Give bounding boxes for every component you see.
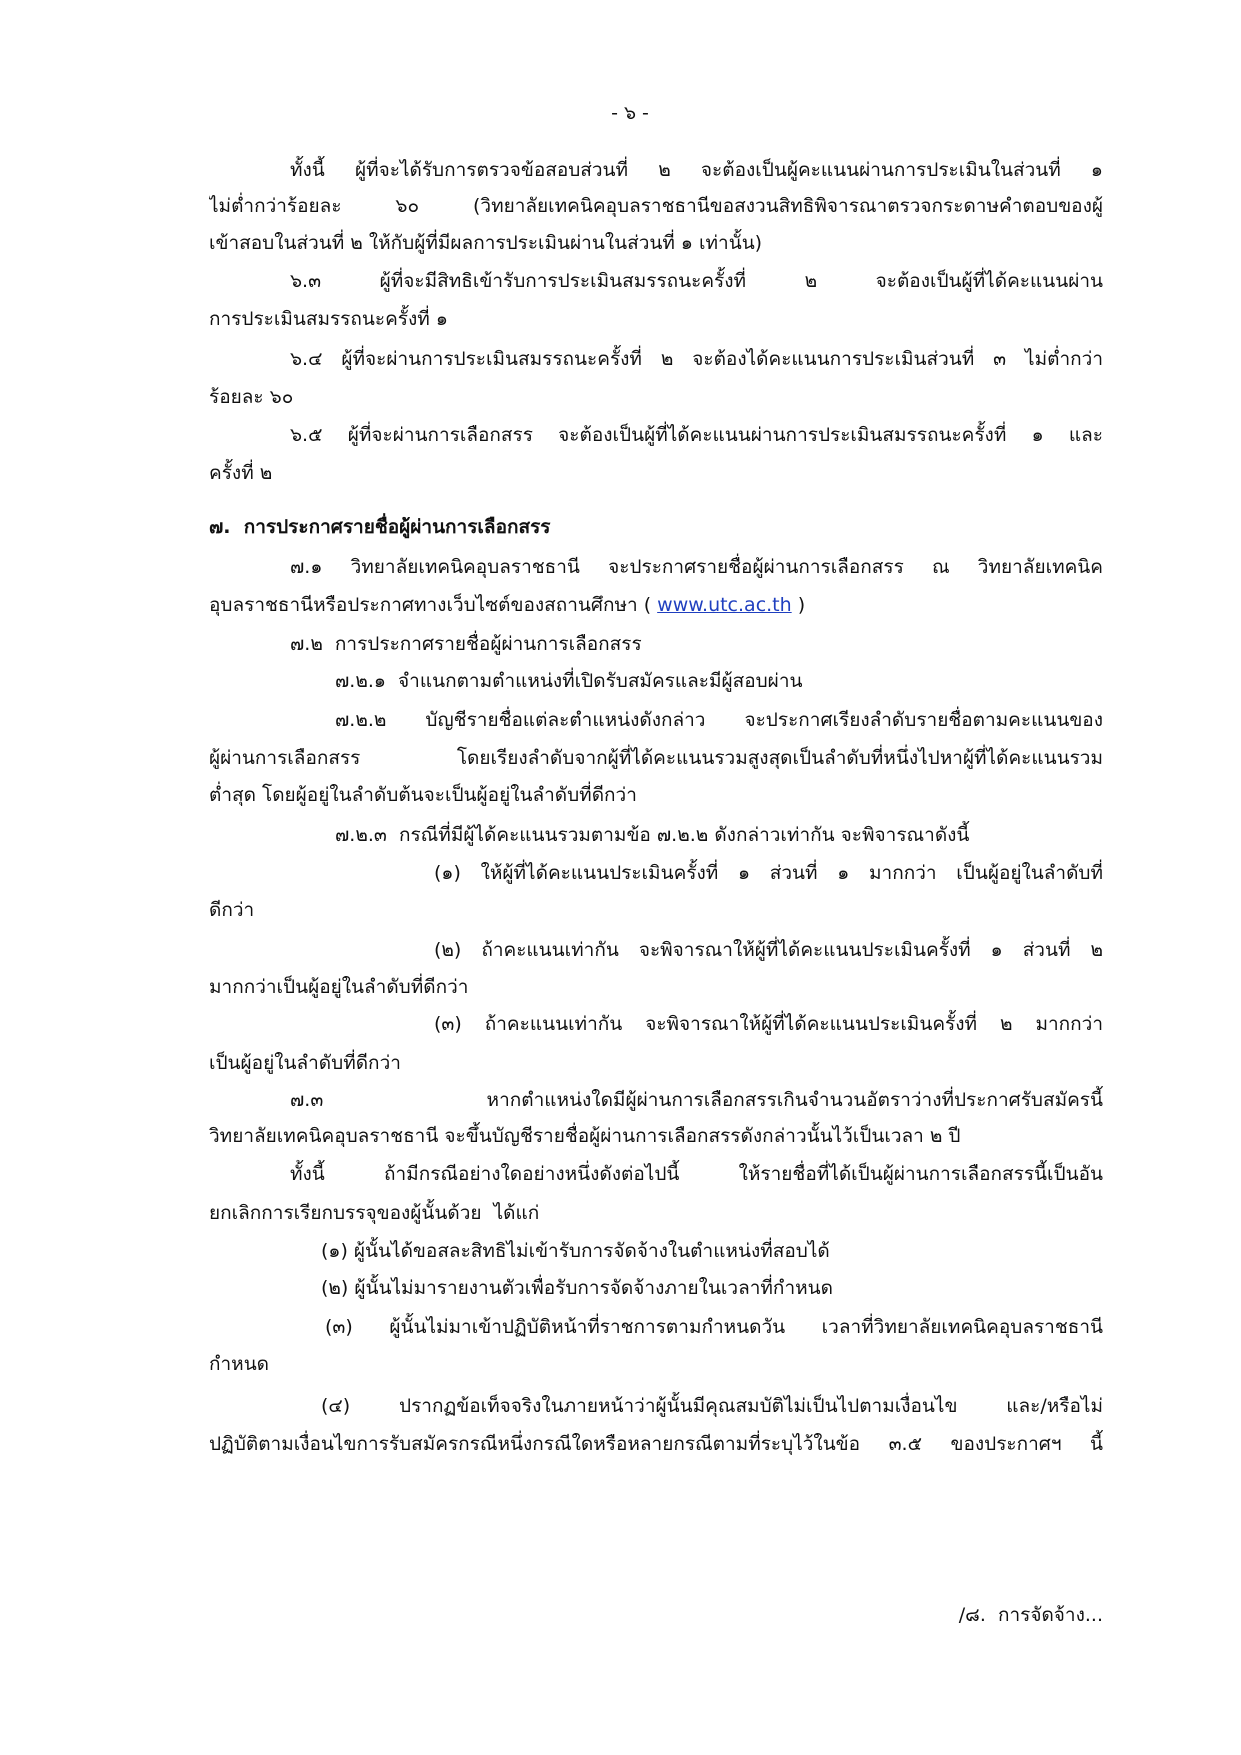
text-line: เข้าสอบในส่วนที่ ๒ ให้กับผู้ที่มีผลการประเมินผ่านในส่วนที่ ๑ เท่านั้น) <box>209 232 763 254</box>
list-item: (๓) ผู้นั้นไม่มาเข้าปฏิบัติหน้าที่ราชการตามกำหนดวัน เวลาที่วิทยาลัยเทคนิคอุบลราชธานี <box>325 1316 1103 1338</box>
text-line: ๗.๒.๒ บัญชีรายชื่อแต่ละตำแหน่งดังกล่าว จะประกาศเรียงลำดับรายชื่อตามคะแนนของ <box>335 709 1103 731</box>
section-heading: ๗. การประกาศรายชื่อผู้ผ่านการเลือกสรร <box>209 516 551 538</box>
text-line: ๖.๓ ผู้ที่จะมีสิทธิเข้ารับการประเมินสมรรถนะครั้งที่ ๒ จะต้องเป็นผู้ที่ได้คะแนนผ่าน <box>290 270 1103 292</box>
text-line: มากกว่าเป็นผู้อยู่ในลำดับที่ดีกว่า <box>209 976 469 998</box>
text-line: เป็นผู้อยู่ในลำดับที่ดีกว่า <box>209 1052 401 1074</box>
text-line: ครั้งที่ ๒ <box>209 462 273 484</box>
list-item: (๔) ปรากฏข้อเท็จจริงในภายหน้าว่าผู้นั้นมีคุณสมบัติไม่เป็นไปตามเงื่อนไข และ/หรือไม่ <box>321 1395 1103 1417</box>
text-line: ทั้งนี้ ผู้ที่จะได้รับการตรวจข้อสอบส่วนที่ ๒ จะต้องเป็นผู้คะแนนผ่านการประเมินในส่วนที่ ๑ <box>290 159 1103 181</box>
website-link[interactable]: www.utc.ac.th <box>657 594 792 616</box>
text-line: ๗.๑ วิทยาลัยเทคนิคอุบลราชธานี จะประกาศรายชื่อผู้ผ่านการเลือกสรร ณ วิทยาลัยเทคนิค <box>290 556 1103 578</box>
text-line: ร้อยละ ๖๐ <box>209 386 294 408</box>
text-line: ๗.๓ หากตำแหน่งใดมีผู้ผ่านการเลือกสรรเกินจำนวนอัตราว่างที่ประกาศรับสมัครนี้ <box>290 1089 1103 1111</box>
link-line-prefix: อุบลราชธานีหรือประกาศทางเว็บไซต์ของสถานศึกษา ( <box>209 594 658 616</box>
text-line: ๗.๒ การประกาศรายชื่อผู้ผ่านการเลือกสรร <box>290 633 642 655</box>
text-line: ทั้งนี้ ถ้ามีกรณีอย่างใดอย่างหนึ่งดังต่อไปนี้ ให้รายชื่อที่ได้เป็นผู้ผ่านการเลือกสรรนี้เป็นอัน <box>290 1163 1103 1185</box>
text-line-with-link <box>209 590 1103 620</box>
link-line-suffix: ) <box>791 594 806 616</box>
text-line: ยกเลิกการเรียกบรรจุของผู้นั้นด้วย ได้แก่ <box>209 1202 540 1224</box>
text-line: (๒) ถ้าคะแนนเท่ากัน จะพิจารณาให้ผู้ที่ได้คะแนนประเมินครั้งที่ ๑ ส่วนที่ ๒ <box>434 939 1103 961</box>
text-line: ๗.๒.๑ จำแนกตามตำแหน่งที่เปิดรับสมัครและมีผู้สอบผ่าน <box>335 670 803 692</box>
text-line: ต่ำสุด โดยผู้อยู่ในลำดับต้นจะเป็นผู้อยู่ในลำดับที่ดีกว่า <box>209 784 637 806</box>
text-line: ดีกว่า <box>209 899 255 921</box>
page-number: - ๖ - <box>611 102 649 124</box>
text-line: การประเมินสมรรถนะครั้งที่ ๑ <box>209 308 448 330</box>
list-item: (๒) ผู้นั้นไม่มารายงานตัวเพื่อรับการจัดจ้างภายในเวลาที่กำหนด <box>321 1277 833 1299</box>
text-line: ไม่ต่ำกว่าร้อยละ ๖๐ (วิทยาลัยเทคนิคอุบลราชธานีขอสงวนสิทธิพิจารณาตรวจกระดาษคำตอบของผู้ <box>209 195 1103 217</box>
text-line: ปฏิบัติตามเงื่อนไขการรับสมัครกรณีหนึ่งกรณีใดหรือหลายกรณีตามที่ระบุไว้ในข้อ ๓.๕ ของประกาศฯ นี้ <box>209 1433 1103 1455</box>
text-line: ๖.๕ ผู้ที่จะผ่านการเลือกสรร จะต้องเป็นผู้ที่ได้คะแนนผ่านการประเมินสมรรถนะครั้งที่ ๑ และ <box>290 424 1103 446</box>
text-line: วิทยาลัยเทคนิคอุบลราชธานี จะขึ้นบัญชีรายชื่อผู้ผ่านการเลือกสรรดังกล่าวนั้นไว้เป็นเวลา ๒ ปี <box>209 1125 961 1147</box>
text-line: (๓) ถ้าคะแนนเท่ากัน จะพิจารณาให้ผู้ที่ได้คะแนนประเมินครั้งที่ ๒ มากกว่า <box>434 1013 1103 1035</box>
next-page-reference: /๘. การจัดจ้าง... <box>958 1604 1103 1626</box>
text-line: ๖.๔ ผู้ที่จะผ่านการประเมินสมรรถนะครั้งที่ ๒ จะต้องได้คะแนนการประเมินส่วนที่ ๓ ไม่ต่ำกว่า <box>290 348 1103 370</box>
list-item: (๑) ผู้นั้นได้ขอสละสิทธิไม่เข้ารับการจัดจ้างในตำแหน่งที่สอบได้ <box>321 1240 830 1262</box>
text-line: กำหนด <box>209 1353 270 1375</box>
text-line: ผู้ผ่านการเลือกสรร โดยเรียงลำดับจากผู้ที่ได้คะแนนรวมสูงสุดเป็นลำดับที่หนึ่งไปหาผู้ที่ได้คะแนนรวม <box>209 747 1103 769</box>
text-line: ๗.๒.๓ กรณีที่มีผู้ได้คะแนนรวมตามข้อ ๗.๒.๒ ดังกล่าวเท่ากัน จะพิจารณาดังนี้ <box>335 824 970 846</box>
text-line: (๑) ให้ผู้ที่ได้คะแนนประเมินครั้งที่ ๑ ส่วนที่ ๑ มากกว่า เป็นผู้อยู่ในลำดับที่ <box>434 862 1103 884</box>
